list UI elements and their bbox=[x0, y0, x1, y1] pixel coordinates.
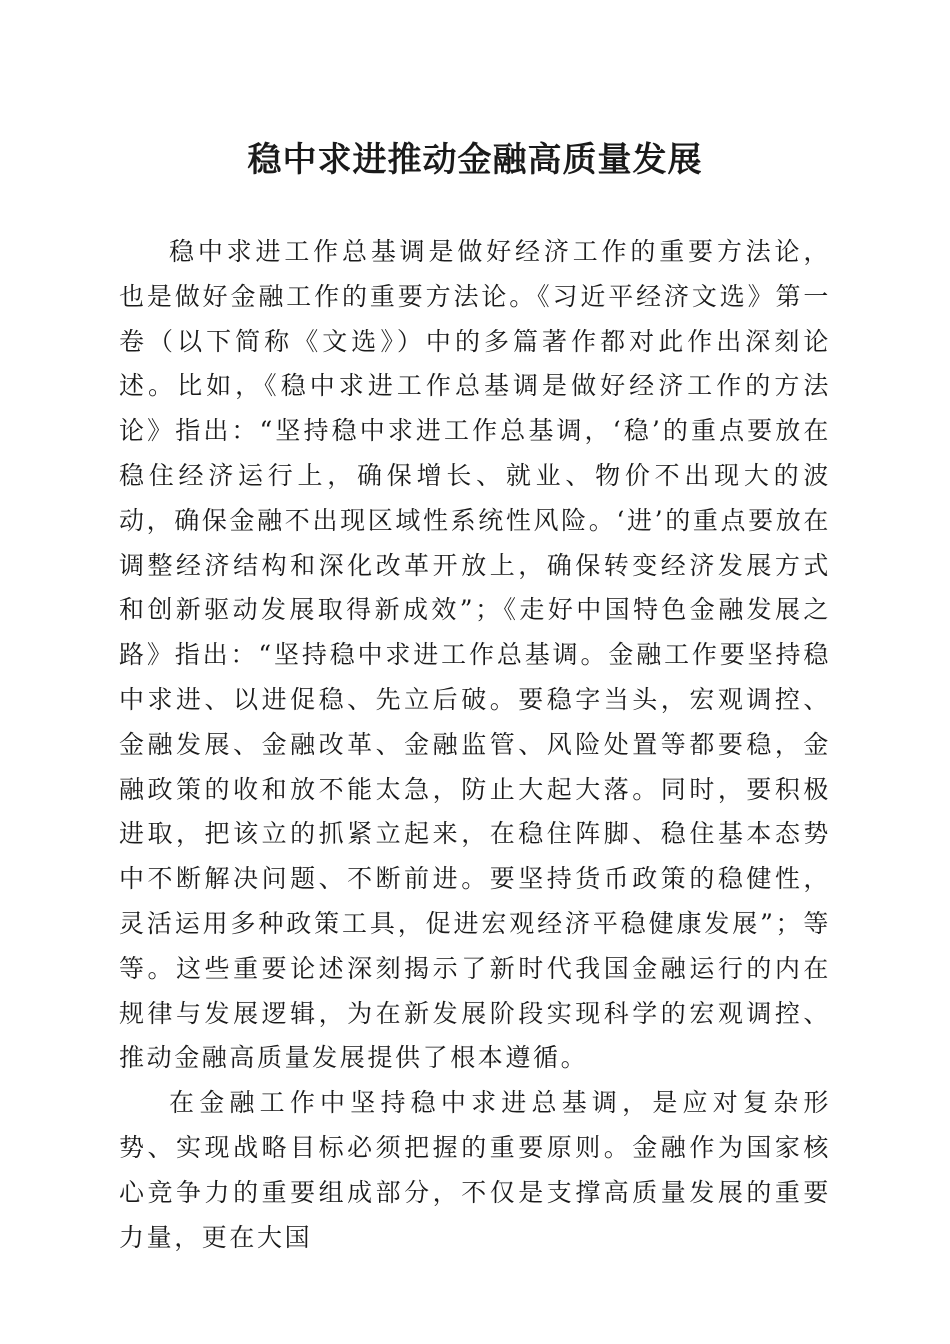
paragraph-1: 稳中求进工作总基调是做好经济工作的重要方法论，也是做好金融工作的重要方法论。《习近平经济文选》第一卷（以下简称《文选》）中的多篇著作都对此作出深刻论述。比如，《稳中求进工作总基调是做好经济工作的方法论》指出：“坚持稳中求进工作总基调，‘稳’的重点要放在稳住经济运行上，确保增长、就业、物价不出现大的波动，确保金融不出现区域性系统性风险。‘进’的重点要放在调整经济结构和深化改革开放上，确保转变经济发展方式和创新驱动发展取得新成效”；《走好中国特色金融发展之路》指出：“坚持稳中求进工作总基调。金融工作要坚持稳中求进、以进促稳、先立后破。要稳字当头，宏观调控、金融发展、金融改革、金融监管、风险处置等都要稳，金融政策的收和放不能太急，防止大起大落。同时，要积极进取，把该立的抓紧立起来，在稳住阵脚、稳住基本态势中不断解决问题、不断前进。要坚持货币政策的稳健性，灵活运用多种政策工具，促进宏观经济平稳健康发展”；等等。这些重要论述深刻揭示了新时代我国金融运行的内在规律与发展逻辑，为在新发展阶段实现科学的宏观调控、推动金融高质量发展提供了根本遵循。 bbox=[119, 237, 831, 1073]
document-body bbox=[119, 230, 831, 1260]
document-title: 稳中求进推动金融高质量发展 bbox=[247, 140, 703, 180]
paragraph-2: 在金融工作中坚持稳中求进总基调，是应对复杂形势、实现战略目标必须把握的重要原则。金融作为国家核心竞争力的重要组成部分，不仅是支撑高质量发展的重要力量，更在大国 bbox=[119, 1088, 831, 1252]
